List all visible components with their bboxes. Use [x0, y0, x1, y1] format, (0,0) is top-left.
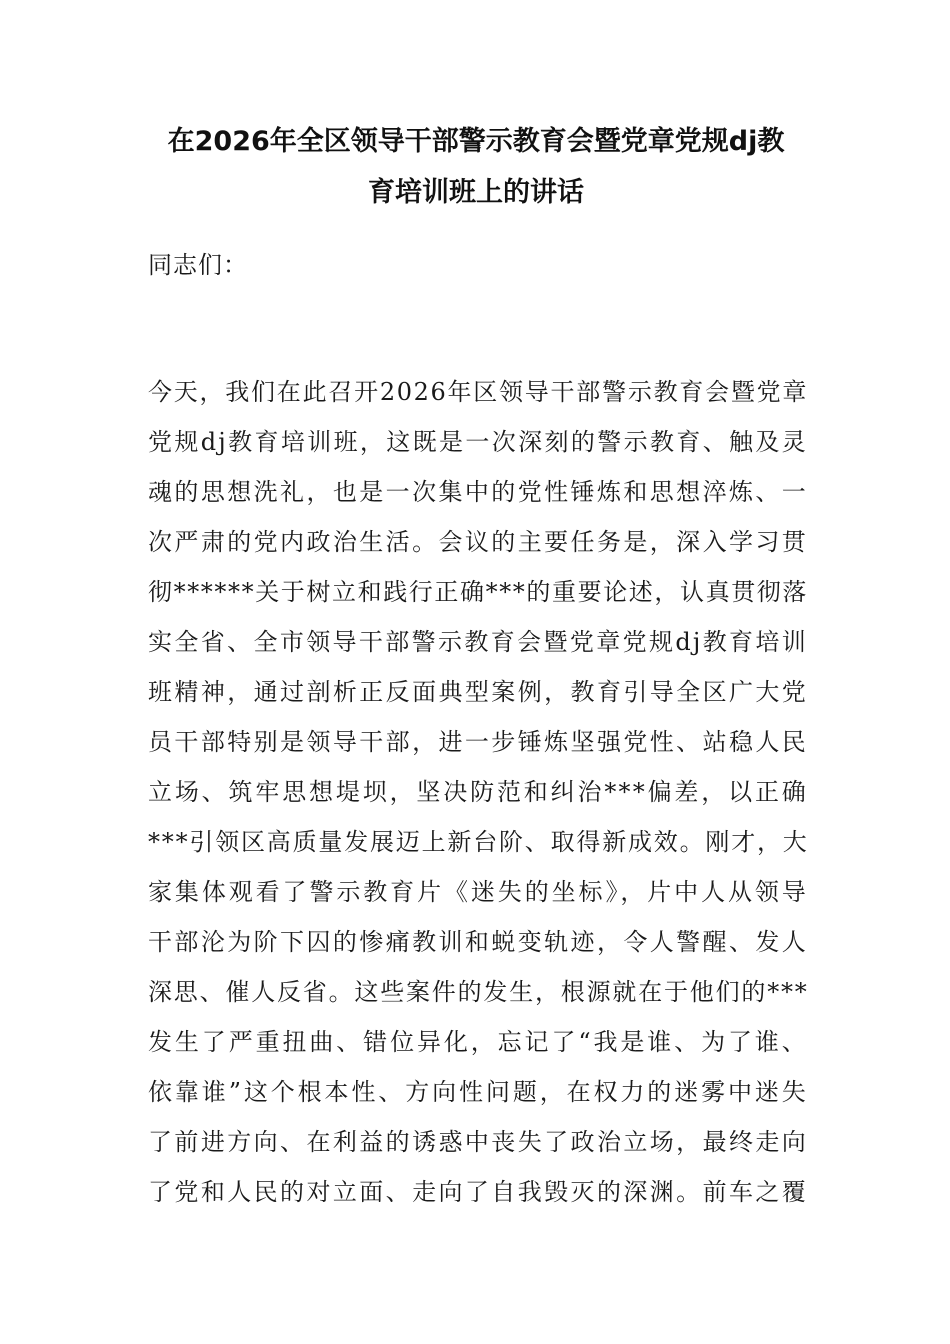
- body-line: 魂的思想洗礼，也是一次集中的党性锤炼和思想淬炼、一: [148, 478, 808, 506]
- body-paragraph: [148, 367, 808, 1217]
- body-line: 了前进方向、在利益的诱惑中丧失了政治立场，最终走向: [148, 1128, 808, 1156]
- body-line: 党规dj教育培训班，这既是一次深刻的警示教育、触及灵: [148, 428, 808, 456]
- body-line: 干部沦为阶下囚的惨痛教训和蜕变轨迹，令人警醒、发人: [148, 928, 808, 956]
- body-line: ***引领区高质量发展迈上新台阶、取得新成效。刚才，大: [148, 828, 809, 856]
- body-line: 彻******关于树立和践行正确***的重要论述，认真贯彻落: [148, 578, 808, 606]
- title-line-2: 育培训班上的讲话: [368, 177, 584, 208]
- body-line: 员干部特别是领导干部，进一步锤炼坚强党性、站稳人民: [148, 728, 808, 756]
- body-line: 班精神，通过剖析正反面典型案例，教育引导全区广大党: [148, 678, 808, 706]
- document-title: [146, 116, 806, 218]
- body-line: 了党和人民的对立面、走向了自我毁灭的深渊。前车之覆: [148, 1178, 808, 1206]
- body-line: 次严肃的党内政治生活。会议的主要任务是，深入学习贯: [148, 528, 808, 556]
- body-line: 今天，我们在此召开2026年区领导干部警示教育会暨党章: [148, 378, 808, 406]
- body-line: 立场、筑牢思想堤坝，坚决防范和纠治***偏差，以正确: [148, 778, 808, 806]
- body-line: 依靠谁”这个根本性、方向性问题，在权力的迷雾中迷失: [148, 1078, 808, 1106]
- body-line: 发生了严重扭曲、错位异化，忘记了“我是谁、为了谁、: [148, 1028, 808, 1056]
- body-line: 家集体观看了警示教育片《迷失的坐标》，片中人从领导: [148, 878, 808, 906]
- body-line: 实全省、全市领导干部警示教育会暨党章党规dj教育培训: [148, 628, 808, 656]
- body-line: 深思、催人反省。这些案件的发生，根源就在于他们的***: [148, 978, 809, 1006]
- salutation: 同志们：: [148, 251, 248, 279]
- title-line-1: 在2026年全区领导干部警示教育会暨党章党规dj教: [167, 126, 785, 157]
